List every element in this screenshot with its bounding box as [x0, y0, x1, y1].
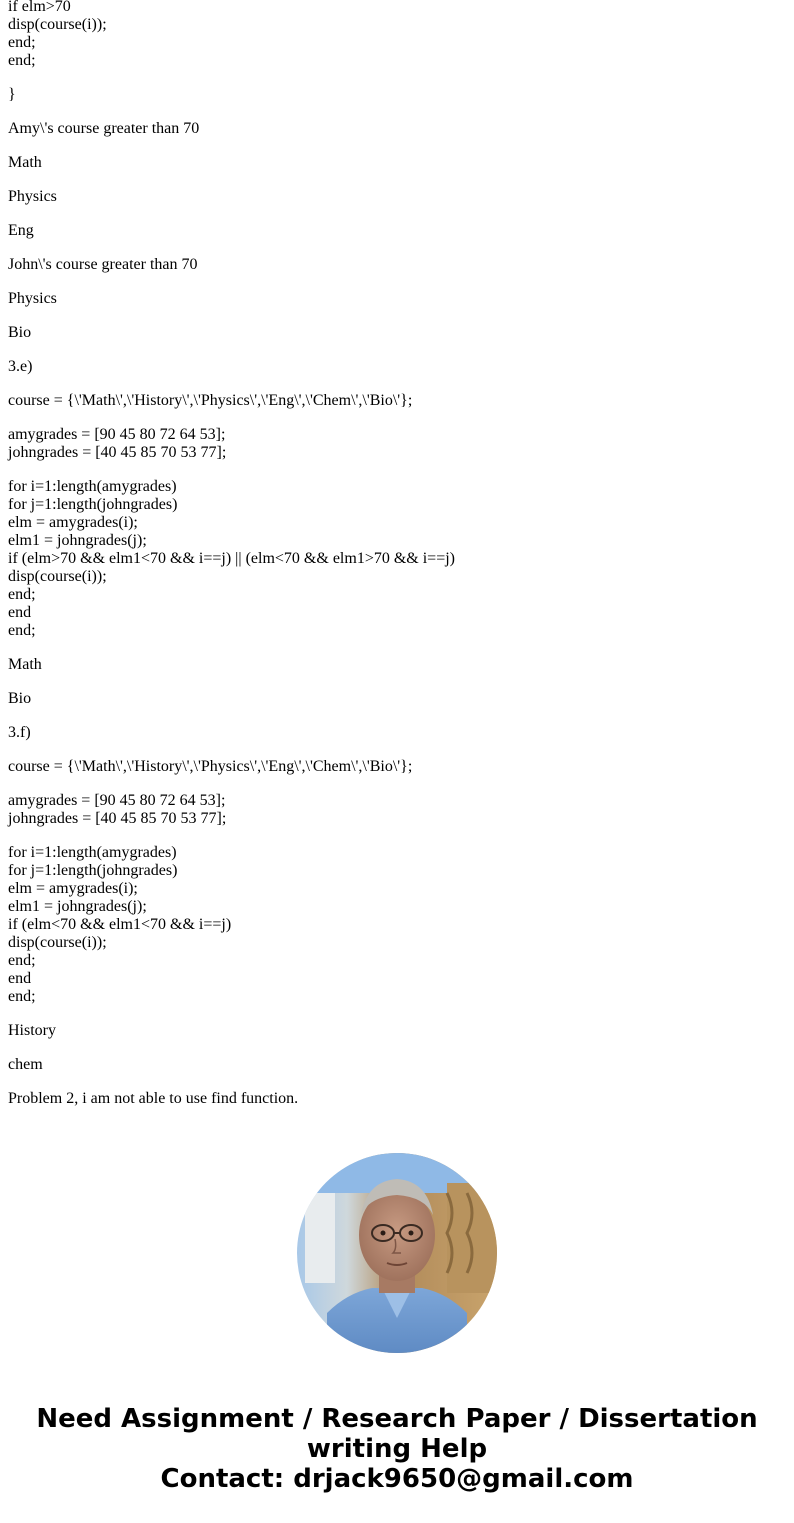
part-f-loop — [8, 844, 786, 1006]
code-line: amygrades = [90 45 80 72 64 53]; — [8, 426, 226, 443]
code-line: end; — [8, 622, 36, 639]
amy-result: Math — [8, 154, 42, 171]
part-f-grades — [8, 792, 786, 828]
part-e-result: Math — [8, 656, 42, 673]
john-result: Physics — [8, 290, 57, 307]
code-line: elm1 = johngrades(j); — [8, 532, 147, 549]
code-line: for j=1:length(johngrades) — [8, 496, 178, 513]
code-line: disp(course(i)); — [8, 934, 107, 951]
part-e-course-line: course = {\'Math\',\'History\',\'Physics\',\'Eng\',\'Chem\',\'Bio\'}; — [8, 392, 413, 409]
code-line: end; — [8, 586, 36, 603]
part-f-course-line: course = {\'Math\',\'History\',\'Physics\',\'Eng\',\'Chem\',\'Bio\'}; — [8, 758, 413, 775]
code-line: end — [8, 970, 32, 987]
code-line: for j=1:length(johngrades) — [8, 862, 178, 879]
code-line: disp(course(i)); — [8, 16, 107, 33]
part-e-result: Bio — [8, 690, 32, 707]
cta-line-assignment: Need Assignment / Research Paper / Dissertation — [36, 1404, 758, 1434]
cta-line-help: writing Help — [306, 1434, 488, 1464]
code-line: end; — [8, 34, 36, 51]
answer-content — [8, 0, 786, 1124]
closing-note: Problem 2, i am not able to use find function. — [8, 1090, 299, 1107]
code-line: end; — [8, 952, 36, 969]
code-line: for i=1:length(amygrades) — [8, 478, 177, 495]
author-avatar — [297, 1153, 497, 1353]
code-line: johngrades = [40 45 85 70 53 77]; — [8, 444, 227, 461]
code-line: johngrades = [40 45 85 70 53 77]; — [8, 810, 227, 827]
avatar-portrait-image — [297, 1153, 497, 1353]
john-result: Bio — [8, 324, 32, 341]
cta-line-contact-email: Contact: drjack9650@gmail.com — [160, 1464, 634, 1494]
code-line: end; — [8, 988, 36, 1005]
amy-result: Physics — [8, 188, 57, 205]
part-e-label: 3.e) — [8, 358, 33, 375]
part-f-result: chem — [8, 1056, 43, 1073]
code-line: end — [8, 604, 32, 621]
code-line: end; — [8, 52, 36, 69]
closing-brace: } — [8, 86, 16, 103]
code-line: elm1 = johngrades(j); — [8, 898, 147, 915]
code-line: elm = amygrades(i); — [8, 880, 138, 897]
contact-banner — [0, 1404, 794, 1494]
code-line: if (elm>70 && elm1<70 && i==j) || (elm<70 && elm1>70 && i==j) — [8, 550, 455, 567]
part-f-label: 3.f) — [8, 724, 31, 741]
code-line: for i=1:length(amygrades) — [8, 844, 177, 861]
part-e-grades — [8, 426, 786, 462]
code-line: if (elm<70 && elm1<70 && i==j) — [8, 916, 232, 933]
code-line: disp(course(i)); — [8, 568, 107, 585]
code-line: amygrades = [90 45 80 72 64 53]; — [8, 792, 226, 809]
part-f-result: History — [8, 1022, 56, 1039]
part-e-loop — [8, 478, 786, 640]
amy-result: Eng — [8, 222, 34, 239]
amy-heading: Amy\'s course greater than 70 — [8, 120, 200, 137]
code-line: if elm>70 — [8, 0, 71, 15]
code-line: elm = amygrades(i); — [8, 514, 138, 531]
code-snippet-top — [8, 0, 786, 70]
john-heading: John\'s course greater than 70 — [8, 256, 198, 273]
